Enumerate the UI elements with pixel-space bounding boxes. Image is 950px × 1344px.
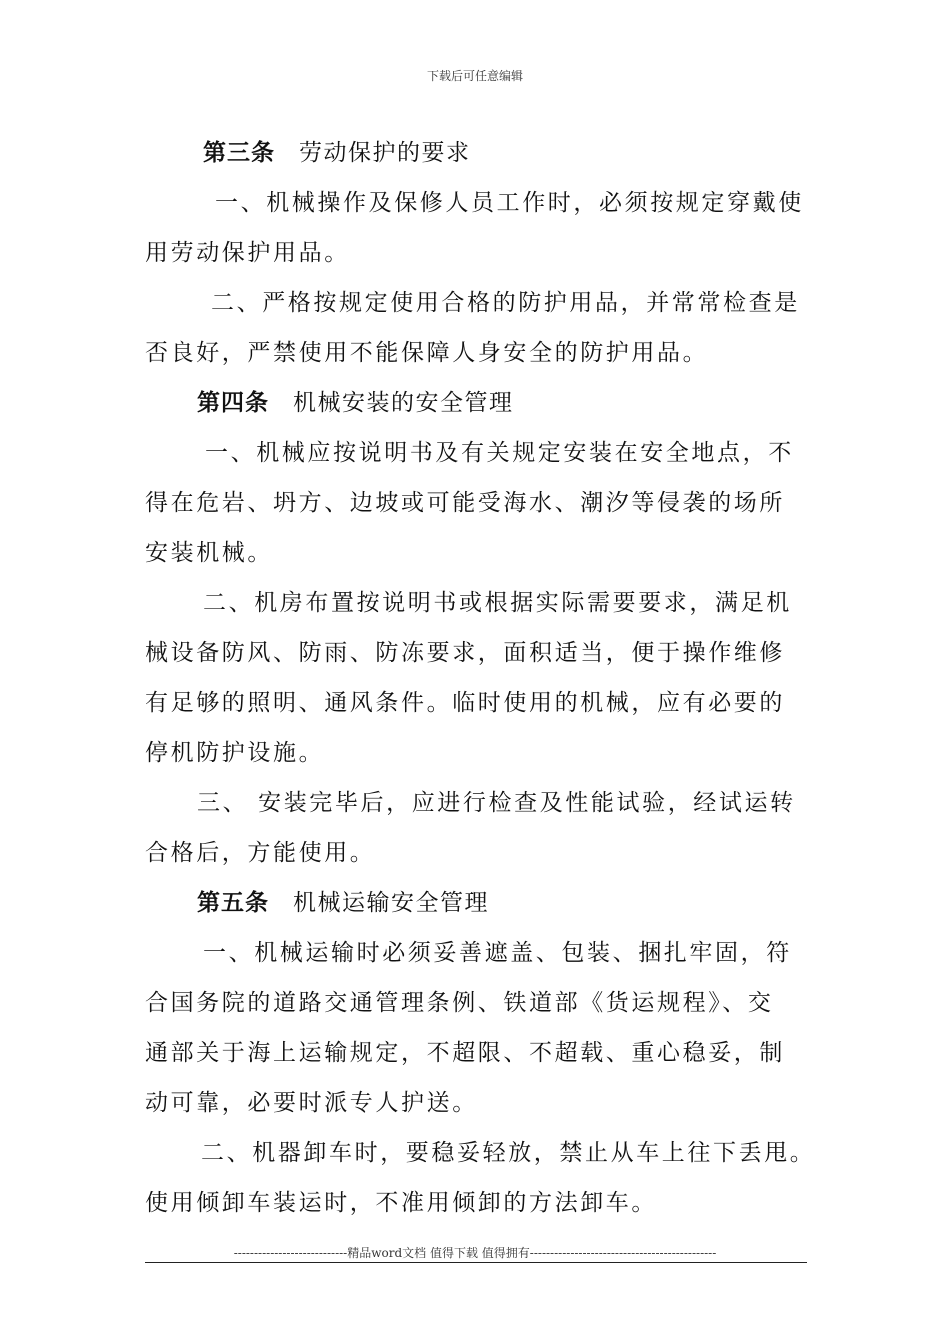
paragraph-line: 二、严格按规定使用合格的防护用品，并常常检查是 bbox=[211, 290, 800, 316]
paragraph-line: 安装机械。 bbox=[145, 540, 273, 566]
paragraph-line: 否良好，严禁使用不能保障人身安全的防护用品。 bbox=[145, 340, 709, 366]
section-number: 第四条 bbox=[197, 389, 269, 416]
paragraph-line: 得在危岩、坍方、边坡或可能受海水、潮汐等侵袭的场所 bbox=[145, 490, 785, 516]
footer-note: ----------------------------精品word文档 值得下载 值得拥有---------------------------------------------- bbox=[233, 1246, 717, 1260]
paragraph-line: 通部关于海上运输规定，不超限、不超载、重心稳妥，制 bbox=[145, 1040, 785, 1066]
section-number: 第三条 bbox=[203, 139, 275, 166]
document-body bbox=[145, 128, 816, 1228]
paragraph-line: 二、机器卸车时，要稳妥轻放，禁止从车上往下丢甩。 bbox=[201, 1140, 816, 1166]
section-title: 劳动保护的要求 bbox=[299, 140, 471, 166]
paragraph-line: 使用倾卸车装运时，不准用倾卸的方法卸车。 bbox=[145, 1190, 657, 1216]
paragraph-line: 三、 安装完毕后，应进行检查及性能试验，经试运转 bbox=[197, 790, 796, 816]
paragraph-line: 用劳动保护用品。 bbox=[145, 240, 350, 266]
section-title: 机械运输安全管理 bbox=[293, 890, 489, 916]
paragraph-line: 合国务院的道路交通管理条例、铁道部《货运规程》、交 bbox=[145, 990, 774, 1016]
section-title: 机械安装的安全管理 bbox=[293, 390, 514, 416]
paragraph-line: 械设备防风、防雨、防冻要求，面积适当，便于操作维修 bbox=[145, 640, 785, 666]
paragraph-line: 动可靠，必要时派专人护送。 bbox=[145, 1090, 478, 1116]
paragraph-line: 一、机械应按说明书及有关规定安装在安全地点，不 bbox=[205, 440, 794, 466]
section-heading bbox=[145, 378, 810, 428]
header-note: 下载后可任意编辑 bbox=[426, 69, 523, 83]
paragraph-line: 停机防护设施。 bbox=[145, 740, 325, 766]
section-heading bbox=[145, 128, 810, 178]
section-heading bbox=[145, 878, 810, 928]
footer-rule bbox=[145, 1262, 807, 1263]
paragraph-line: 有足够的照明、通风条件。临时使用的机械，应有必要的 bbox=[145, 690, 785, 716]
section-number: 第五条 bbox=[197, 889, 269, 916]
paragraph-line: 一、机械操作及保修人员工作时，必须按规定穿戴使 bbox=[215, 190, 804, 216]
paragraph-line: 合格后，方能使用。 bbox=[145, 840, 376, 866]
paragraph-line: 二、机房布置按说明书或根据实际需要要求，满足机 bbox=[203, 590, 792, 616]
paragraph-line: 一、机械运输时必须妥善遮盖、包装、捆扎牢固，符 bbox=[203, 940, 792, 966]
